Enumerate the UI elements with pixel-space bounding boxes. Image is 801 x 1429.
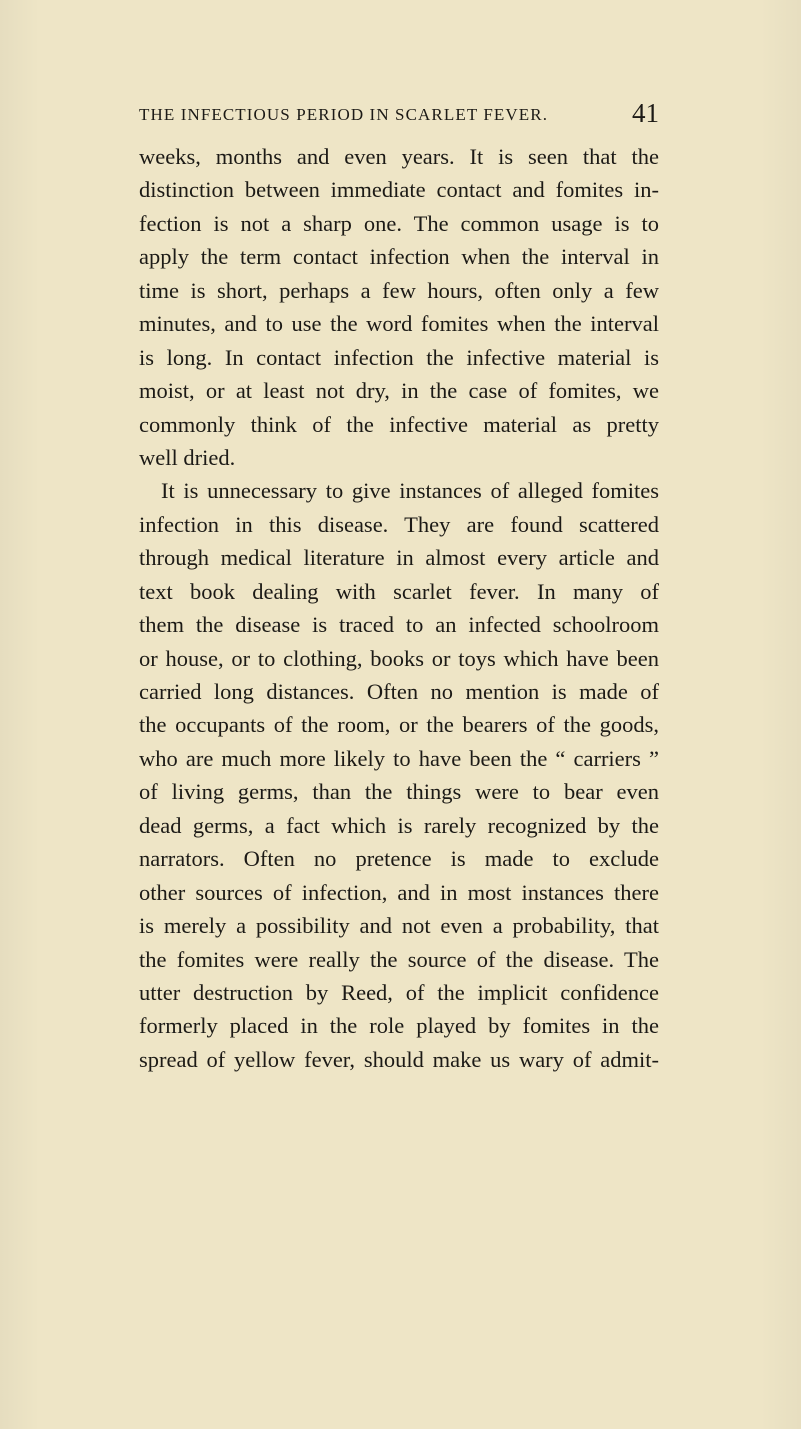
text-line: other sources of infection, and in most instances there bbox=[139, 879, 659, 905]
text-line: infection in this disease. They are found scattered bbox=[139, 511, 659, 537]
text-line: commonly think of the infective material as pretty bbox=[139, 411, 659, 437]
text-line: minutes, and to use the word fomites when the interval bbox=[139, 311, 659, 337]
text-line: is merely a possibility and not even a probability, that bbox=[139, 913, 659, 939]
text-line: the occupants of the room, or the bearers of the goods, bbox=[139, 712, 659, 738]
text-line: fection is not a sharp one. The common usage is to bbox=[139, 210, 659, 236]
page-number: 41 bbox=[632, 98, 659, 128]
text-line: formerly placed in the role played by fomites in the bbox=[139, 1013, 659, 1039]
page-header bbox=[139, 99, 659, 135]
body-text bbox=[139, 140, 659, 1076]
running-title: THE INFECTIOUS PERIOD IN SCARLET FEVER. bbox=[139, 105, 549, 124]
text-line: is long. In contact infection the infective material is bbox=[139, 344, 659, 370]
text-line: apply the term contact infection when the interval in bbox=[139, 244, 659, 270]
text-line: time is short, perhaps a few hours, often only a few bbox=[139, 277, 659, 303]
text-line: distinction between immediate contact and fomites in- bbox=[139, 177, 659, 203]
text-line: them the disease is traced to an infected schoolroom bbox=[139, 612, 659, 638]
paragraph-start-line: It is unnecessary to give instances of alleged fomites bbox=[161, 478, 659, 504]
text-line: text book dealing with scarlet fever. In many of bbox=[139, 578, 659, 604]
text-line: through medical literature in almost every article and bbox=[139, 545, 659, 571]
text-line: the fomites were really the source of the disease. The bbox=[139, 946, 659, 972]
text-line: narrators. Often no pretence is made to exclude bbox=[139, 846, 659, 872]
text-line: weeks, months and even years. It is seen that the bbox=[139, 144, 659, 169]
text-line: carried long distances. Often no mention is made of bbox=[139, 679, 659, 704]
text-line: dead germs, a fact which is rarely recognized by the bbox=[139, 812, 659, 838]
text-line: spread of yellow fever, should make us wary of admit- bbox=[139, 1046, 659, 1072]
text-line: moist, or at least not dry, in the case of fomites, we bbox=[139, 378, 659, 404]
text-line: who are much more likely to have been the “ carriers ” bbox=[139, 745, 659, 771]
text-line: of living germs, than the things were to bear even bbox=[139, 779, 659, 805]
text-line: or house, or to clothing, books or toys which have been bbox=[139, 645, 659, 671]
paragraph-end-line: well dried. bbox=[139, 444, 236, 470]
text-line: utter destruction by Reed, of the implicit confidence bbox=[139, 979, 659, 1005]
